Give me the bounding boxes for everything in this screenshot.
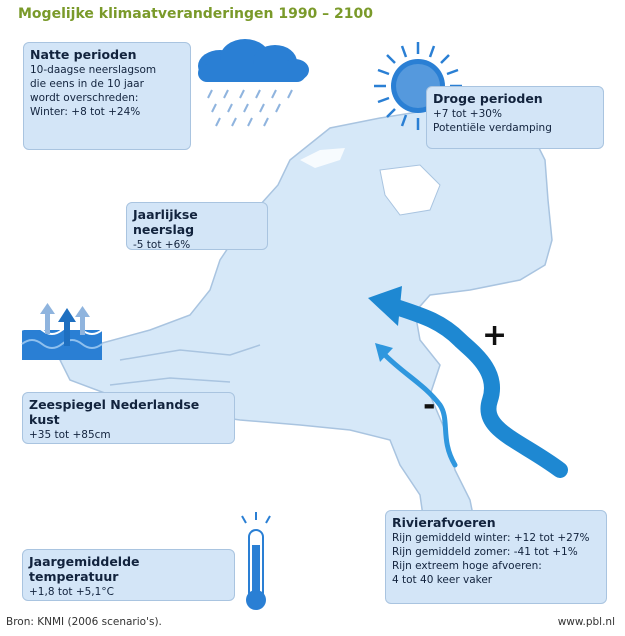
jaarlijkse-neerslag-line: -5 tot +6% xyxy=(133,239,191,251)
droge-perioden-line: +7 tot +30% xyxy=(433,108,502,120)
rivierafvoeren-heading: Rivierafvoeren xyxy=(392,515,496,530)
rivierafvoeren-line: Rijn gemiddeld zomer: -41 tot +1% xyxy=(392,546,578,558)
sea-level-icon xyxy=(22,303,102,360)
minus-sign: - xyxy=(423,388,436,423)
source-url: www.pbl.nl xyxy=(557,616,615,628)
natte-perioden-line: wordt overschreden: xyxy=(30,92,139,104)
rivierafvoeren-box xyxy=(385,510,607,604)
natte-perioden-line: Winter: +8 tot +24% xyxy=(30,106,141,118)
droge-perioden-heading: Droge perioden xyxy=(433,91,543,106)
natte-perioden-box xyxy=(23,42,191,150)
zeespiegel-heading: Zeespiegel Nederlandse kust xyxy=(29,397,200,427)
droge-perioden-box xyxy=(426,86,604,149)
rivierafvoeren-line: Rijn extreem hoge afvoeren: xyxy=(392,560,542,572)
natte-perioden-line: die eens in de 10 jaar xyxy=(30,78,144,90)
natte-perioden-heading: Natte perioden xyxy=(30,47,137,62)
plus-sign: + xyxy=(482,318,508,353)
temperatuur-box xyxy=(22,549,235,601)
zeespiegel-box xyxy=(22,392,235,444)
temperatuur-heading: Jaargemiddelde temperatuur xyxy=(29,554,140,584)
source-note: Bron: KNMI (2006 scenario's). xyxy=(6,616,162,628)
jaarlijkse-neerslag-box xyxy=(126,202,268,250)
natte-perioden-line: 10-daagse neerslagsom xyxy=(30,64,157,76)
page-title: Mogelijke klimaatveranderingen 1990 – 2100 xyxy=(18,6,374,22)
temperatuur-line: +1,8 tot +5,1°C xyxy=(29,586,114,598)
thermometer-icon xyxy=(242,512,270,610)
rivierafvoeren-line: Rijn gemiddeld winter: +12 tot +27% xyxy=(392,532,590,544)
rivierafvoeren-line: 4 tot 40 keer vaker xyxy=(392,574,493,586)
zeespiegel-line: +35 tot +85cm xyxy=(29,429,111,441)
rain-cloud-icon xyxy=(198,39,309,126)
droge-perioden-line: Potentiële verdamping xyxy=(433,122,552,134)
jaarlijkse-neerslag-heading: Jaarlijkse neerslag xyxy=(133,207,198,237)
